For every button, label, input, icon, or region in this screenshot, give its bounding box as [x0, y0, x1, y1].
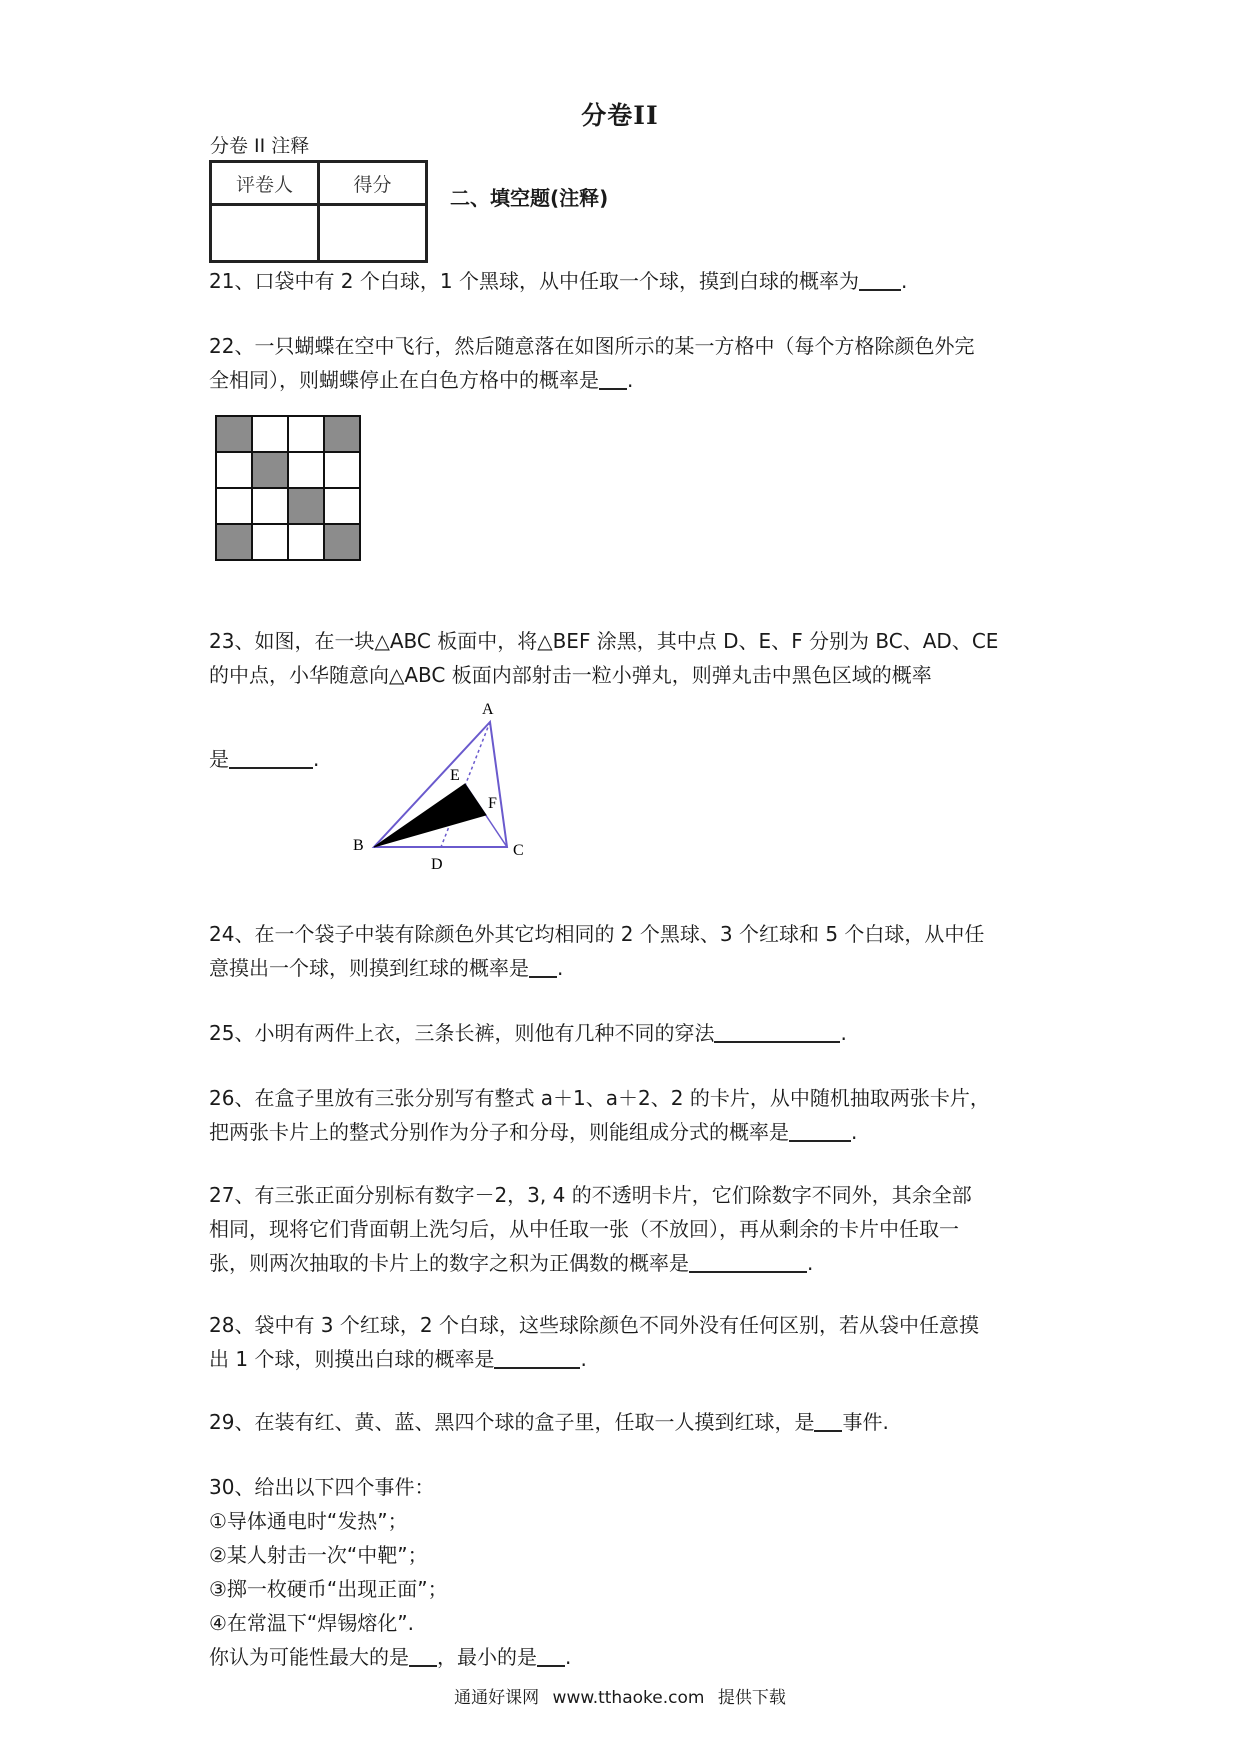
event-item: ①导体通电时“发热”； [209, 1509, 408, 1533]
answer-blank [714, 1019, 840, 1043]
question-line: 张，则两次抽取的卡片上的数字之积为正偶数的概率是 [209, 1251, 689, 1275]
question-end: . [580, 1347, 587, 1371]
question-22 [209, 329, 974, 397]
grid-cell-white [216, 488, 252, 524]
question-end: . [557, 956, 564, 980]
question-end: 事件. [842, 1410, 889, 1434]
question-line: 27、有三张正面分别标有数字－2，3, 4 的不透明卡片，它们除数字不同外，其余全部 [209, 1183, 972, 1207]
section-heading: 二、填空题(注释) [450, 186, 609, 210]
event-item: ②某人射击一次“中靶”； [209, 1543, 428, 1567]
label-f: F [488, 795, 497, 812]
grid-cell-white [252, 524, 288, 560]
question-line: 全相同），则蝴蝶停止在白色方格中的概率是 [209, 368, 599, 392]
grid-cell-white [324, 488, 360, 524]
answer-blank [229, 745, 313, 769]
answer-blank [789, 1118, 851, 1142]
question-29 [209, 1405, 889, 1439]
question-end: . [313, 747, 320, 771]
grid-cell-white [252, 488, 288, 524]
answer-blank [599, 366, 627, 390]
question-28 [209, 1308, 979, 1376]
question-line: 出 1 个球，则摸出白球的概率是 [209, 1347, 495, 1371]
grid-cell-white [288, 524, 324, 560]
question-line: 相同，现将它们背面朝上洗匀后，从中任取一张（不放回），再从剩余的卡片中任取一 [209, 1217, 959, 1241]
question-line: 把两张卡片上的整式分别作为分子和分母，则能组成分式的概率是 [209, 1120, 789, 1144]
question-25 [209, 1016, 847, 1050]
triangle-figure [345, 695, 545, 873]
question-24 [209, 917, 984, 985]
question-21 [209, 264, 907, 298]
question-30 [209, 1470, 571, 1674]
grid-cell-white [216, 452, 252, 488]
question-line: 24、在一个袋子中装有除颜色外其它均相同的 2 个黑球、3 个红球和 5 个白球，从中任 [209, 922, 985, 946]
question-line: 意摸出一个球，则摸到红球的概率是 [209, 956, 529, 980]
question-line: ，最小的是 [437, 1645, 537, 1669]
label-c: C [513, 842, 524, 859]
page-title: 分卷II [581, 101, 659, 130]
footer [0, 1683, 1240, 1708]
shaded-triangle-bef [374, 784, 486, 847]
question-line: 30、给出以下四个事件： [209, 1475, 435, 1499]
score-cell [319, 205, 427, 262]
label-d: D [431, 856, 443, 873]
question-line: 你认为可能性最大的是 [209, 1645, 409, 1669]
checkerboard-figure [214, 414, 364, 570]
footer-action: 提供下载 [717, 1688, 786, 1708]
grid-cell-white [288, 452, 324, 488]
label-e: E [450, 767, 460, 784]
question-line: 22、一只蝴蝶在空中飞行，然后随意落在如图所示的某一方格中（每个方格除颜色外完 [209, 334, 975, 358]
score-table [209, 160, 428, 263]
grid-cell-white [288, 416, 324, 452]
footer-url[interactable]: www.tthaoke.com [552, 1688, 705, 1708]
question-line: 的中点，小华随意向△ABC 板面内部射击一粒小弹丸，则弹丸击中黑色区域的概率 [209, 663, 932, 687]
grid-cell-white [252, 416, 288, 452]
question-end: . [900, 269, 908, 293]
question-26 [209, 1081, 990, 1149]
grid-cell-shaded [288, 488, 324, 524]
grid-cell-shaded [252, 452, 288, 488]
grid-cell-shaded [324, 524, 360, 560]
event-item: ③掷一枚硬币“出现正面”； [209, 1577, 448, 1601]
grid-cell-shaded [324, 416, 360, 452]
question-end: . [627, 368, 634, 392]
answer-blank [409, 1643, 437, 1667]
question-text: 25、小明有两件上衣，三条长裤，则他有几种不同的穿法 [209, 1021, 715, 1045]
answer-blank [689, 1249, 807, 1273]
label-a: A [482, 701, 494, 718]
question-text: 21、口袋中有 2 个白球，1 个黑球，从中任取一个球，摸到白球的概率为 [209, 269, 859, 293]
question-23-answer [209, 742, 319, 776]
score-header: 得分 [319, 162, 427, 205]
question-line: 23、如图，在一块△ABC 板面中，将△BEF 涂黑，其中点 D、E、F 分别为 BC、AD、CE [209, 629, 999, 653]
answer-blank [859, 267, 901, 291]
question-line: 是 [209, 747, 229, 771]
question-23 [209, 624, 998, 692]
answer-blank [529, 954, 557, 978]
question-end: . [807, 1251, 814, 1275]
answer-blank [537, 1643, 565, 1667]
question-end: . [840, 1021, 847, 1045]
answer-blank [494, 1345, 580, 1369]
grid-cell-shaded [216, 524, 252, 560]
grid-cell-shaded [216, 416, 252, 452]
question-line: 26、在盒子里放有三张分别写有整式 a＋1、a＋2、2 的卡片，从中随机抽取两张卡片， [209, 1086, 990, 1110]
grader-header: 评卷人 [211, 162, 319, 205]
question-27 [209, 1178, 972, 1280]
grid-cell-white [324, 452, 360, 488]
footer-site: 通通好课网 [454, 1688, 540, 1708]
question-end: . [565, 1645, 572, 1669]
label-b: B [353, 837, 364, 854]
question-line: 28、袋中有 3 个红球，2 个白球，这些球除颜色不同外没有任何区别，若从袋中任意摸 [209, 1313, 979, 1337]
answer-blank [814, 1408, 842, 1432]
question-end: . [851, 1120, 858, 1144]
event-item: ④在常温下“焊锡熔化”. [209, 1611, 415, 1635]
question-text: 29、在装有红、黄、蓝、黑四个球的盒子里，任取一人摸到红球，是 [209, 1410, 815, 1434]
grader-cell [211, 205, 319, 262]
section-note: 分卷 II 注释 [210, 135, 310, 157]
